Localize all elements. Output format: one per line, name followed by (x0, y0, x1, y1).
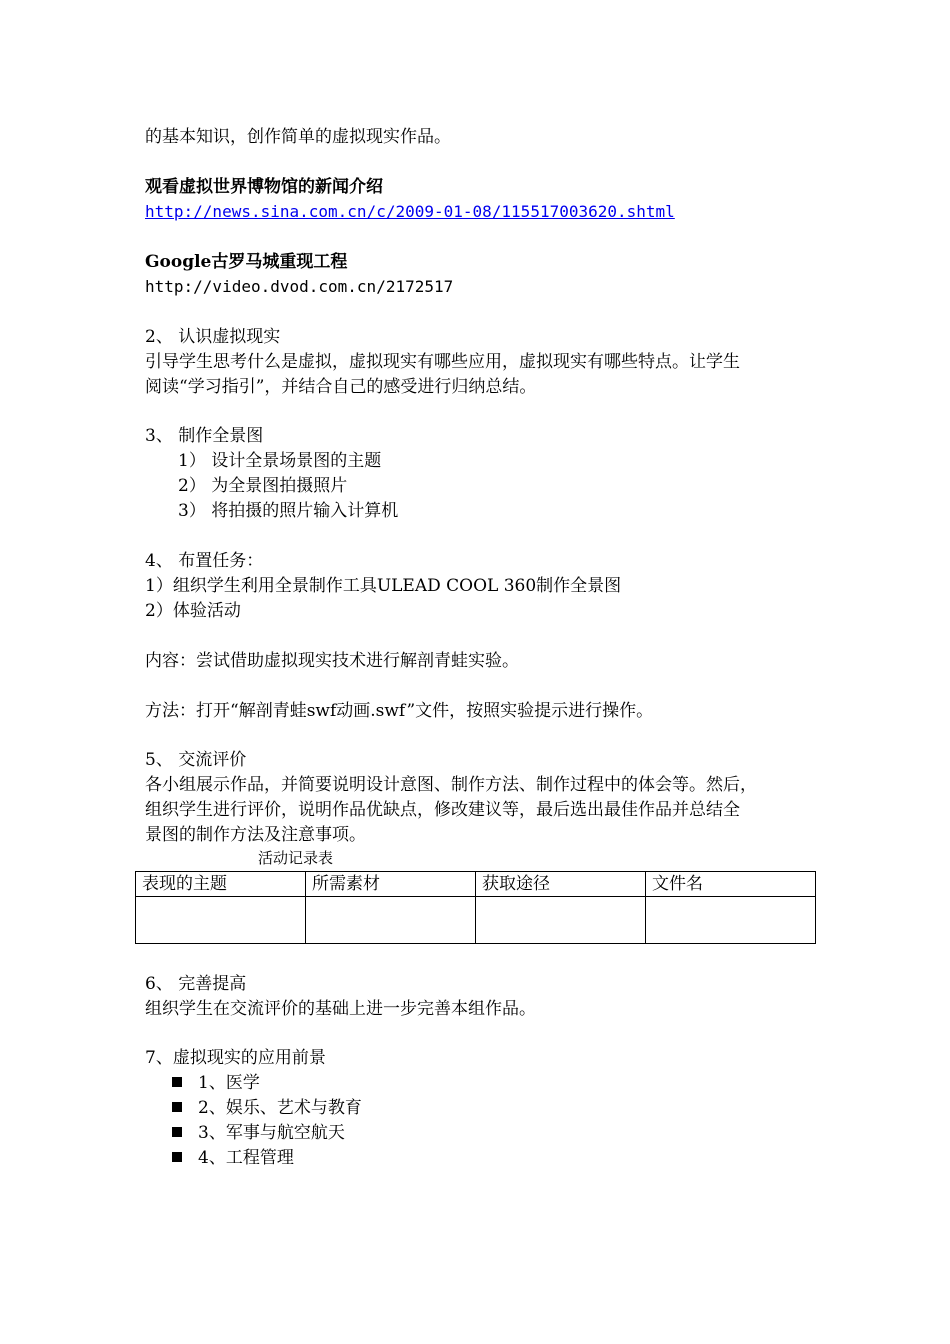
section5-body-line2: 组织学生进行评价，说明作品优缺点，修改建议等，最后选出最佳作品并总结全 (145, 800, 740, 820)
section3-step3: 3） 将拍摄的照片输入计算机 (178, 501, 399, 521)
table-header-cell: 获取途径 (476, 872, 646, 897)
square-bullet-icon (172, 1152, 182, 1162)
section2-title: 2、 认识虚拟现实 (145, 327, 281, 347)
section6-body: 组织学生在交流评价的基础上进一步完善本组作品。 (145, 999, 536, 1019)
table-header-cell: 文件名 (646, 872, 816, 897)
section3-step2: 2） 为全景图拍摄照片 (178, 476, 348, 496)
list-item (172, 1096, 362, 1120)
square-bullet-icon (172, 1102, 182, 1112)
table-cell (646, 897, 816, 944)
section2-body-line2: 阅读“学习指引”，并结合自己的感受进行归纳总结。 (145, 377, 537, 397)
table-header-row (136, 872, 816, 897)
list-item-label: 2、娱乐、艺术与教育 (198, 1098, 362, 1118)
google-heading: Google古罗马城重现工程 (145, 252, 348, 272)
section4-title: 4、 布置任务： (145, 551, 264, 571)
museum-heading: 观看虚拟世界博物馆的新闻介绍 (145, 177, 383, 197)
list-item-label: 1、医学 (198, 1073, 260, 1093)
section2-body-line1: 引导学生思考什么是虚拟，虚拟现实有哪些应用，虚拟现实有哪些特点。让学生 (145, 352, 740, 372)
section5-body-line1: 各小组展示作品，并简要说明设计意图、制作方法、制作过程中的体会等。然后， (145, 775, 757, 795)
list-item (172, 1121, 345, 1145)
list-item (172, 1146, 294, 1170)
list-item-label: 3、军事与航空航天 (198, 1123, 345, 1143)
section4-item1: 1）组织学生利用全景制作工具ULEAD COOL 360制作全景图 (145, 576, 622, 596)
square-bullet-icon (172, 1127, 182, 1137)
table-caption: 活动记录表 (258, 849, 334, 867)
content-line: 内容：尝试借助虚拟现实技术进行解剖青蛙实验。 (145, 651, 519, 671)
museum-news-link[interactable]: http://news.sina.com.cn/c/2009-01-08/115517003620.shtml (145, 202, 675, 221)
section7-title: 7、虚拟现实的应用前景 (145, 1048, 326, 1068)
section4-item2: 2）体验活动 (145, 601, 241, 621)
list-item-label: 4、工程管理 (198, 1148, 294, 1168)
table-row (136, 897, 816, 944)
table-cell (476, 897, 646, 944)
table-header-cell: 表现的主题 (136, 872, 306, 897)
section5-title: 5、 交流评价 (145, 750, 247, 770)
intro-tail-text: 的基本知识，创作简单的虚拟现实作品。 (145, 127, 451, 147)
table-cell (306, 897, 476, 944)
google-video-url: http://video.dvod.com.cn/2172517 (145, 277, 454, 296)
square-bullet-icon (172, 1077, 182, 1087)
section3-title: 3、 制作全景图 (145, 426, 264, 446)
section5-body-line3: 景图的制作方法及注意事项。 (145, 825, 366, 845)
activity-record-table-wrap (135, 871, 815, 944)
list-item (172, 1071, 260, 1095)
section3-step1: 1） 设计全景场景图的主题 (178, 451, 382, 471)
table-cell (136, 897, 306, 944)
section6-title: 6、 完善提高 (145, 974, 247, 994)
table-header-cell: 所需素材 (306, 872, 476, 897)
activity-record-table (135, 871, 816, 944)
method-line: 方法：打开“解剖青蛙swf动画.swf”文件，按照实验提示进行操作。 (145, 701, 654, 721)
